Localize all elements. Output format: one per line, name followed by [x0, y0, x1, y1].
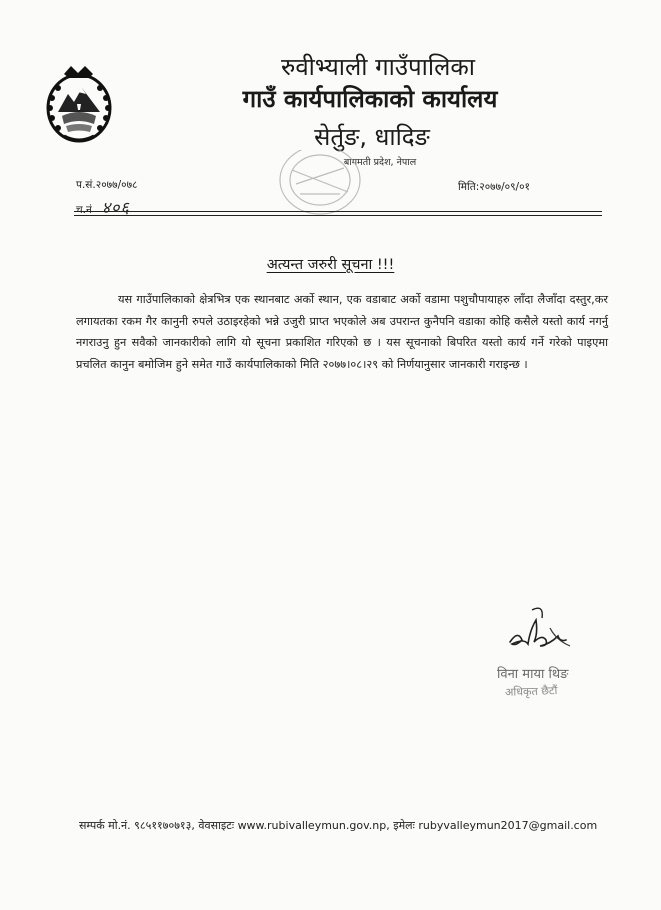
notice-body-text: यस गाउँपालिकाको क्षेत्रभित्र एक स्थानबाट अर्को स्थान, एक वडाबाट अर्को वडामा पशुचौपायाहरु लाँदा लैजाँदा दस्तुर,कर लगायतका रकम गैर कानुनी रुपले उठाइरहेको भन्ने उजुरी प्राप्त भएकोले अब उपरान्त कुनैपनि वडाका कोहि कसैले यस्तो कार्य नगर्नु नगराउनु हुन सवैको जानकारीको लागि यो सूचना प्रकाशित गरिएको छ । यस सूचनाको बिपरित यस्तो कार्य गर्ने गरेको पाइएमा प्रचलित कानुन बमोजिम हुने समेत गाउँ कार्यपालिकाको मिति २०७७।०८।२९ को निर्णयानुसार जानकारी गराइन्छ ।	[76, 293, 608, 371]
date-label: मिति:	[458, 181, 480, 193]
footer-email-label: इमेलः	[393, 819, 415, 832]
letterhead-municipality-name: रुवीभ्याली गाउँपालिका	[280, 53, 475, 81]
footer-contact: सम्पर्क मो.नं. ९८५११७०७१३, वेवसाइटः www.rubivalleymun.gov.np, इमेलः rubyvalleymun2017@gmail.com	[79, 819, 598, 832]
letter-date	[458, 180, 530, 194]
notice-title-text: अत्यन्त जरुरी सूचना !!!	[266, 257, 395, 273]
dispatch-value: ४०६	[101, 198, 130, 217]
signatory-title: अधिकृत छैटौं	[504, 684, 558, 699]
letterhead-location: सेर्तुङ, धादिङ	[314, 123, 430, 151]
footer-website-label: वेवसाइटः	[198, 819, 235, 832]
date-value: २०७७/०९/०१	[479, 181, 531, 193]
letterhead-province: बागमती प्रदेश, नेपाल	[343, 157, 417, 168]
footer-contact-label: सम्पर्क मो.नं.	[79, 819, 131, 832]
dispatch-label: च.नं	[76, 204, 92, 216]
letterhead-office-name: गाउँ कार्यपालिकाको कार्यालय	[242, 85, 498, 113]
header-divider-second	[74, 215, 602, 216]
footer-phone: ९८५११७०७१३	[134, 819, 192, 832]
reference-number	[76, 178, 138, 192]
footer-website: www.rubivalleymun.gov.np	[237, 819, 387, 832]
header-divider	[74, 211, 602, 212]
office-stamp-icon	[270, 150, 370, 225]
nepal-emblem-icon	[44, 64, 114, 146]
reference-label: प.सं.	[76, 179, 96, 191]
reference-value: २०७७/०७८	[95, 179, 138, 191]
notice-body	[76, 289, 608, 375]
notice-title	[0, 254, 661, 274]
footer-email: rubyvalleymun2017@gmail.com	[418, 819, 598, 832]
signatory-name: विना माया थिङ	[497, 667, 569, 682]
